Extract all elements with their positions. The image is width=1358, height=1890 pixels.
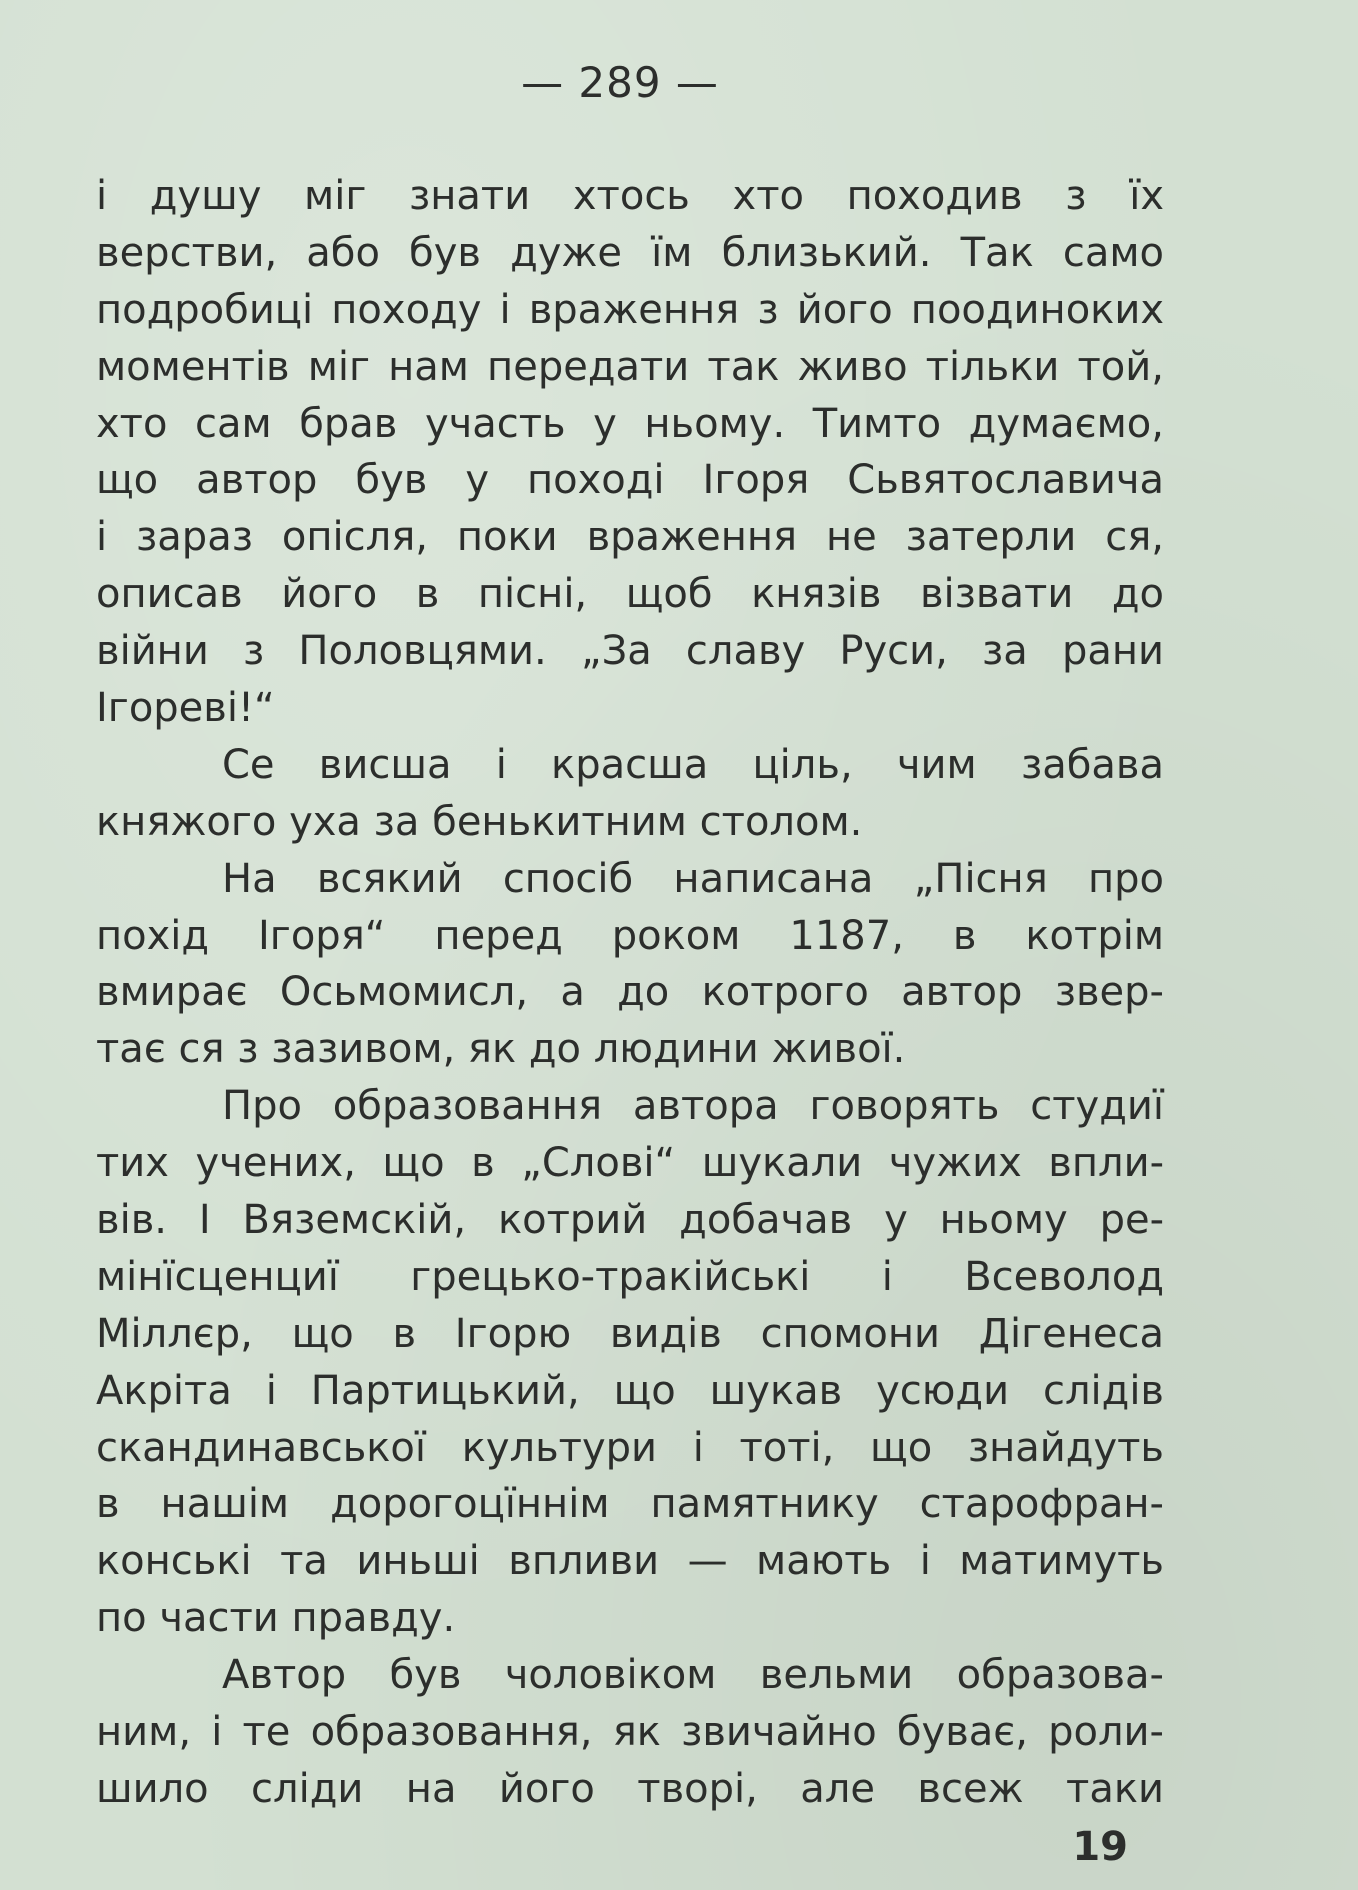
text-line: Про образовання автора говорять студиї — [222, 1083, 1164, 1130]
text-line: і душу міг знати хтось хто походив з їх — [96, 173, 1164, 219]
text-line: княжого уха за бенькитним столом. — [96, 798, 863, 845]
text-line: подробиці походу і враження з його поодиноких — [96, 286, 1164, 333]
text-line: ним, і те образовання, як звичайно буває, poли- — [96, 1709, 1164, 1756]
text-line: верстви, або був дуже їм близький. Так само — [96, 229, 1164, 276]
text-line: Се висша і красша ціль, чим забава — [222, 741, 1164, 788]
signature-mark: 19 — [1072, 1824, 1128, 1870]
text-line: хто сам брав участь у ньому. Тимто думаємо, — [96, 400, 1164, 447]
text-line: конські та иньші впливи — мають і матимуть — [96, 1538, 1164, 1585]
text-line: вмирає Осьмомисл, а до котрого автор звер- — [96, 969, 1164, 1016]
text-line: похід Ігоря“ перед роком 1187, в котрім — [96, 912, 1164, 959]
text-line: описав його в пісні, щоб князів візвати до — [96, 571, 1164, 618]
text-line: і зараз опісля, поки враження не затерли ся, — [96, 514, 1164, 561]
text-line: Автор був чоловіком вельми образова- — [222, 1652, 1164, 1699]
text-line: що автор був у поході Ігоря Сьвятославича — [96, 457, 1164, 504]
text-line: шило сліди на його творі, але всеж таки — [96, 1765, 1164, 1812]
text-line: Ігореві!“ — [96, 685, 275, 732]
text-line: мінїсценциї грецько-тракійські і Всеволод — [96, 1253, 1164, 1300]
text-line: На всякий спосіб написана „Пісня про — [222, 855, 1164, 902]
text-line: війни з Половцями. „За славу Руси, за рани — [96, 628, 1164, 675]
body-text — [96, 168, 1164, 1818]
text-line: в нашім дорогоцїннім памятнику старофран- — [96, 1481, 1164, 1528]
text-line: тих учених, що в „Слові“ шукали чужих впли- — [96, 1140, 1164, 1187]
text-line: моментів міг нам передати так живо тільки той, — [96, 343, 1164, 390]
text-line: тає ся з зазивом, як до людини живої. — [96, 1026, 906, 1073]
text-line: скандинавської культури і тоті, що знайдуть — [96, 1424, 1164, 1471]
text-line: по части правду. — [96, 1595, 456, 1642]
text-line: вів. І Вяземскій, котрий добачав у ньому ре- — [96, 1197, 1164, 1244]
page-number: — 289 — — [521, 58, 719, 107]
text-line: Міллєр, що в Ігорю видів спомони Дігенеса — [96, 1310, 1164, 1357]
text-line: Акріта і Партицький, що шукав усюди слідів — [96, 1367, 1164, 1414]
